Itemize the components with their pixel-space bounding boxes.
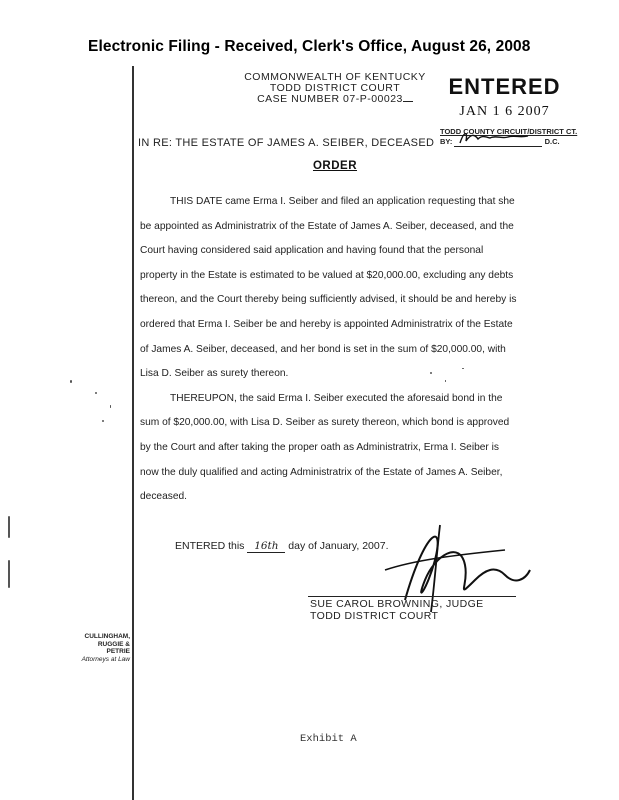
caption-jurisdiction: COMMONWEALTH OF KENTUCKY	[244, 71, 426, 83]
in-re-line: IN RE: THE ESTATE OF JAMES A. SEIBER, DECEASED	[138, 137, 435, 149]
margin-rule	[132, 66, 134, 800]
electronic-filing-banner: Electronic Filing - Received, Clerk's Office, August 26, 2008	[88, 38, 531, 55]
clerk-dc-label: D.C.	[544, 137, 560, 146]
clerk-signature-row	[440, 137, 590, 147]
judge-name: SUE CAROL BROWNING, JUDGE	[310, 598, 484, 610]
case-caption	[210, 72, 460, 105]
clerk-signature	[454, 137, 542, 147]
firm-line-2: RUGGIE &	[97, 640, 130, 648]
clerk-label: TODD COUNTY CIRCUIT/DISTRICT CT.	[440, 127, 578, 136]
entered-day: 16th	[247, 540, 285, 553]
judge-block	[310, 598, 484, 622]
judge-court: TODD DISTRICT COURT	[310, 610, 439, 622]
order-paragraph-1: THIS DATE came Erma I. Seiber and filed an application requesting that she be appointed as Administratrix of the Estate of James A. Seiber, deceased, and the Court having considered said application and having found that the personal property in the Estate is estimated to be valued at $20,000.00, excluding any debts thereon, and the Court thereby being sufficiently advised, it should be and hereby is ordered that Erma I. Seiber be and hereby is appointed Administratrix of the Estate of James A. Seiber, deceased, and her bond is set in the sum of $20,000.00, with Lisa D. Seiber as surety thereon.	[140, 196, 517, 380]
judge-signature-line	[308, 596, 516, 597]
clerk-by-label: BY:	[440, 137, 453, 146]
entered-stamp-date: JAN 1 6 2007	[459, 104, 550, 119]
order-paragraph-2: THEREUPON, the said Erma I. Seiber executed the aforesaid bond in the sum of $20,000.00, with Lisa D. Seiber as surety thereon, which bond is approved by the Court and after taking the proper oath as Administratrix, Erma I. Seiber is now the duly qualified and acting Administratrix of the Estate of James A. Seiber, deceased.	[140, 392, 510, 503]
entered-prefix: ENTERED this	[175, 540, 245, 552]
entered-stamp-title: ENTERED	[448, 74, 561, 99]
entered-stamp	[447, 74, 562, 120]
order-body	[140, 190, 520, 510]
firm-line-4: Attorneys at Law	[81, 655, 130, 663]
firm-line-1: CULLINGHAM,	[84, 633, 130, 640]
entered-date-line	[175, 540, 389, 553]
entered-month-year: day of January, 2007.	[288, 540, 389, 552]
law-firm-block	[58, 633, 130, 663]
exhibit-label: Exhibit A	[300, 733, 357, 745]
caption-case-number: CASE NUMBER 07-P-00023	[210, 94, 460, 105]
order-title: ORDER	[312, 160, 358, 172]
clerk-block	[440, 127, 590, 147]
firm-line-3: PETRIE	[106, 648, 130, 655]
caption-court: TODD DISTRICT COURT	[269, 82, 401, 94]
